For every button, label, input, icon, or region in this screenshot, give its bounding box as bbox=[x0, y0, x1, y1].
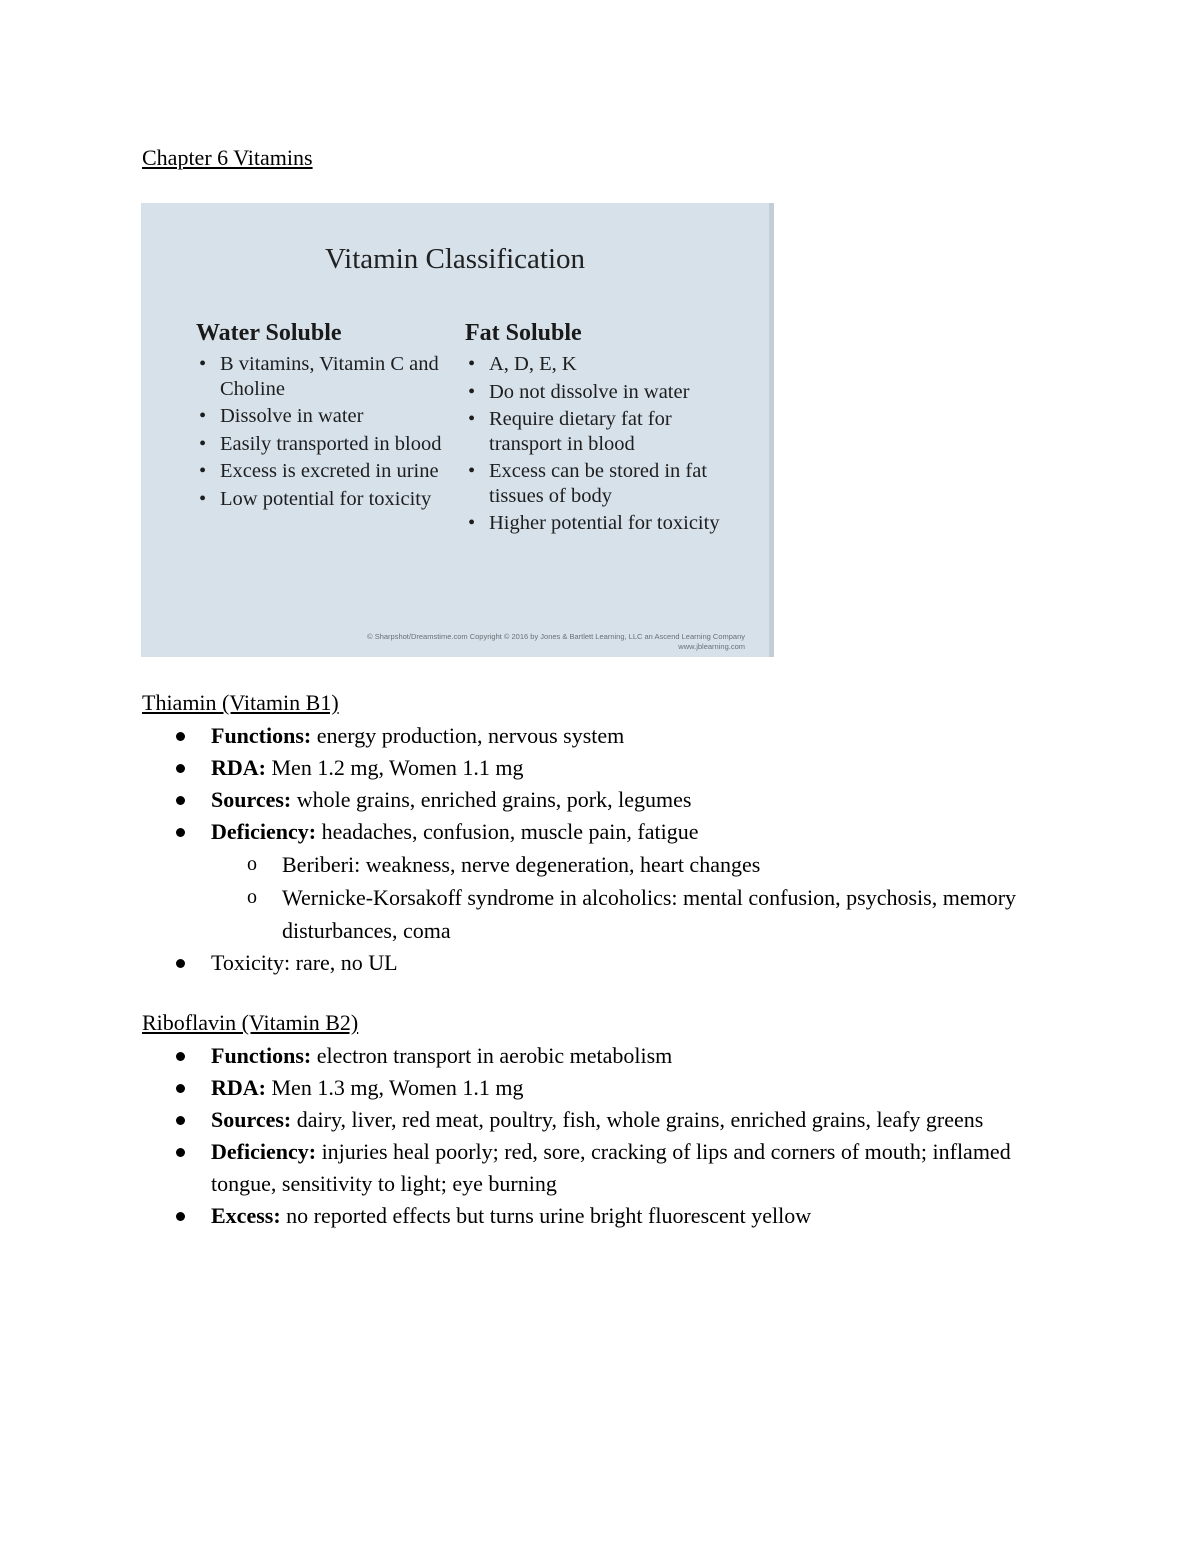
water-soluble-item: • Low potential for toxicity bbox=[196, 487, 456, 512]
water-soluble-item: • Easily transported in blood bbox=[196, 432, 456, 457]
sources-text: dairy, liver, red meat, poultry, fish, whole grains, enriched grains, leafy greens bbox=[291, 1107, 984, 1132]
riboflavin-functions bbox=[142, 1040, 1052, 1072]
fat-soluble-item: • Higher potential for toxicity bbox=[465, 511, 725, 536]
sources-label: Sources: bbox=[211, 787, 292, 812]
fat-soluble-item: • A, D, E, K bbox=[465, 352, 725, 377]
thiamin-deficiency bbox=[142, 816, 1052, 947]
deficiency-sub-item: o Beriberi: weakness, nerve degeneration, heart changes bbox=[142, 848, 1052, 881]
fat-soluble-heading: Fat Soluble bbox=[465, 320, 582, 346]
deficiency-text: injuries heal poorly; red, sore, cracking of lips and corners of mouth; inflamed tongue, sensitivity to light; eye burning bbox=[211, 1139, 1011, 1196]
water-soluble-item: • Dissolve in water bbox=[196, 404, 456, 429]
fat-soluble-column bbox=[465, 318, 725, 539]
deficiency-label: Deficiency: bbox=[211, 819, 317, 844]
rda-text: Men 1.3 mg, Women 1.1 mg bbox=[266, 1075, 524, 1100]
slide-credit bbox=[367, 632, 745, 652]
deficiency-text: headaches, confusion, muscle pain, fatigue bbox=[316, 819, 699, 844]
slide-title: Vitamin Classification bbox=[324, 243, 586, 275]
slide-credit-line: © Sharpshot/Dreamstime.com Copyright © 2016 by Jones & Bartlett Learning, LLC an Ascend Learning Company bbox=[367, 632, 745, 641]
chapter-title: Chapter 6 Vitamins bbox=[142, 145, 313, 170]
thiamin-rda bbox=[142, 752, 1052, 784]
riboflavin-section bbox=[142, 1010, 1052, 1232]
water-soluble-item: • B vitamins, Vitamin C and Choline bbox=[196, 352, 456, 401]
riboflavin-rda bbox=[142, 1072, 1052, 1104]
thiamin-sources bbox=[142, 784, 1052, 816]
riboflavin-excess bbox=[142, 1200, 1052, 1232]
deficiency-sub-item: o Wernicke-Korsakoff syndrome in alcoholics: mental confusion, psychosis, memory disturbances, coma bbox=[142, 881, 1052, 947]
vitamin-classification-slide bbox=[141, 203, 774, 657]
water-soluble-heading: Water Soluble bbox=[196, 320, 342, 346]
functions-label: Functions: bbox=[211, 1043, 312, 1068]
functions-text: electron transport in aerobic metabolism bbox=[311, 1043, 673, 1068]
functions-label: Functions: bbox=[211, 723, 312, 748]
rda-text: Men 1.2 mg, Women 1.1 mg bbox=[266, 755, 524, 780]
thiamin-section bbox=[142, 690, 1052, 979]
sources-label: Sources: bbox=[211, 1107, 292, 1132]
riboflavin-deficiency bbox=[142, 1136, 1052, 1200]
fat-soluble-item: • Require dietary fat for transport in blood bbox=[465, 407, 725, 456]
thiamin-functions bbox=[142, 720, 1052, 752]
rda-label: RDA: bbox=[211, 755, 266, 780]
functions-text: energy production, nervous system bbox=[311, 723, 625, 748]
fat-soluble-item: • Do not dissolve in water bbox=[465, 380, 725, 405]
slide-credit-url: www.jblearning.com bbox=[678, 642, 745, 651]
thiamin-heading: Thiamin (Vitamin B1) bbox=[142, 690, 339, 715]
riboflavin-heading: Riboflavin (Vitamin B2) bbox=[142, 1010, 359, 1035]
riboflavin-sources bbox=[142, 1104, 1052, 1136]
rda-label: RDA: bbox=[211, 1075, 266, 1100]
water-soluble-column bbox=[196, 318, 456, 514]
water-soluble-item: • Excess is excreted in urine bbox=[196, 459, 456, 484]
fat-soluble-item: • Excess can be stored in fat tissues of body bbox=[465, 459, 725, 508]
sources-text: whole grains, enriched grains, pork, legumes bbox=[291, 787, 692, 812]
deficiency-label: Deficiency: bbox=[211, 1139, 317, 1164]
excess-label: Excess: bbox=[211, 1203, 281, 1228]
excess-text: no reported effects but turns urine bright fluorescent yellow bbox=[280, 1203, 812, 1228]
thiamin-toxicity: Toxicity: rare, no UL bbox=[142, 947, 1052, 979]
